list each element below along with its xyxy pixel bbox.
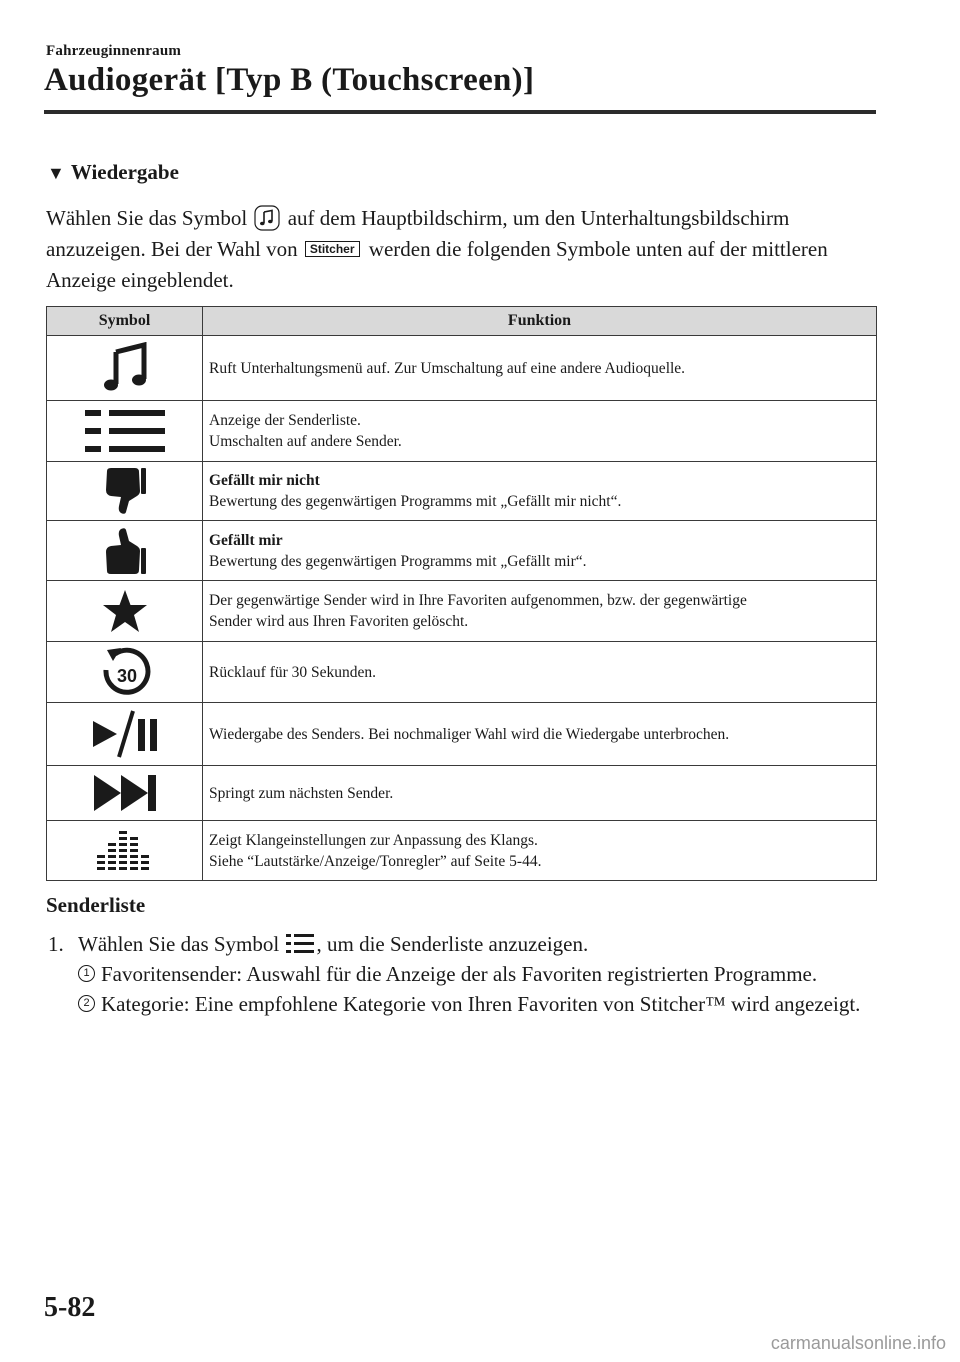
table-row <box>47 462 877 521</box>
table-row <box>47 581 877 642</box>
item-number: 2 <box>78 995 95 1012</box>
rewind-30-icon <box>99 646 151 698</box>
row-description: Wiedergabe des Senders. Bei nochmaliger Wahl wird die Wiedergabe unterbrochen. <box>209 725 730 743</box>
symbol-table <box>46 306 877 881</box>
thumbs-up-icon <box>103 527 147 575</box>
list-icon <box>284 932 316 954</box>
step-number: 1. <box>48 932 64 956</box>
equalizer-icon <box>97 831 153 871</box>
music-note-icon <box>99 342 151 394</box>
chapter-label: Fahrzeuginnenraum <box>46 43 182 59</box>
row-title: Gefällt mir nicht <box>209 472 320 489</box>
row-description: Springt zum nächsten Sender. <box>209 784 394 802</box>
row-title: Gefällt mir <box>209 531 283 549</box>
title-divider <box>44 110 876 114</box>
table-row <box>47 642 877 703</box>
step-text: , um die Senderliste anzuzeigen. <box>316 932 589 956</box>
table-row <box>47 703 877 766</box>
section-heading <box>47 160 179 185</box>
row-description: Siehe “Lautstärke/Anzeige/Tonregler” auf Seite 5-44. <box>209 852 542 870</box>
intro-text-3: werden die folgenden Symbole unten auf der mittleren Anzeige eingeblendet. <box>46 237 828 292</box>
intro-text-2: auf dem Hauptbildschirm, um den Unterhaltungsbildschirm anzuzeigen. Bei der Wahl von <box>46 206 790 261</box>
table-header-row <box>47 307 877 336</box>
item-text: Kategorie: Eine empfohlene Kategorie von Ihren Favoriten von Stitcher™ wird angezeigt. <box>101 992 861 1016</box>
intro-text-1: Wählen Sie das Symbol <box>46 206 248 230</box>
step-1 <box>48 929 888 959</box>
thumbs-down-icon <box>103 467 147 515</box>
row-description: Der gegenwärtige Sender wird in Ihre Favoriten aufgenommen, bzw. der gegenwärtige <box>209 592 747 609</box>
row-description: Bewertung des gegenwärtigen Programms mit „Gefällt mir nicht“. <box>209 493 622 510</box>
page-number: 5-82 <box>44 1292 96 1323</box>
senderliste-steps <box>48 929 888 1019</box>
row-description: Sender wird aus Ihren Favoriten gelöscht. <box>209 613 469 630</box>
table-row <box>47 521 877 581</box>
column-header-symbol: Symbol <box>47 307 203 336</box>
column-header-function: Funktion <box>203 307 877 336</box>
page-title: Audiogerät [Typ B (Touchscreen)] <box>44 62 535 98</box>
row-description: Rücklauf für 30 Sekunden. <box>209 663 377 681</box>
music-note-icon <box>254 205 280 231</box>
row-description: Ruft Unterhaltungsmenü auf. Zur Umschaltung auf eine andere Audioquelle. <box>209 359 686 377</box>
intro-paragraph <box>46 203 876 296</box>
row-description: Anzeige der Senderliste. <box>209 412 361 429</box>
skip-next-icon <box>93 774 157 812</box>
item-text: Favoritensender: Auswahl für die Anzeige der als Favoriten registrierten Programme. <box>101 962 818 986</box>
play-pause-icon <box>91 709 159 759</box>
table-row <box>47 821 877 881</box>
rewind-30-label: 30 <box>116 666 137 686</box>
footer-watermark: carmanualsonline.info <box>770 1333 946 1353</box>
list-icon <box>85 410 165 452</box>
section-heading-text: Wiedergabe <box>70 160 179 184</box>
list-item <box>78 959 888 989</box>
senderliste-heading: Senderliste <box>46 893 146 917</box>
star-icon <box>102 589 148 633</box>
table-row <box>47 401 877 462</box>
list-item <box>78 989 888 1019</box>
section-marker: ▼ <box>47 163 65 183</box>
row-description: Umschalten auf andere Sender. <box>209 433 402 450</box>
row-description: Bewertung des gegenwärtigen Programms mit „Gefällt mir“. <box>209 552 587 570</box>
table-row <box>47 336 877 401</box>
table-row <box>47 766 877 821</box>
stitcher-badge: Stitcher <box>305 241 360 257</box>
step-text: Wählen Sie das Symbol <box>78 932 280 956</box>
item-number: 1 <box>78 965 95 982</box>
row-description: Zeigt Klangeinstellungen zur Anpassung des Klangs. <box>209 831 538 849</box>
